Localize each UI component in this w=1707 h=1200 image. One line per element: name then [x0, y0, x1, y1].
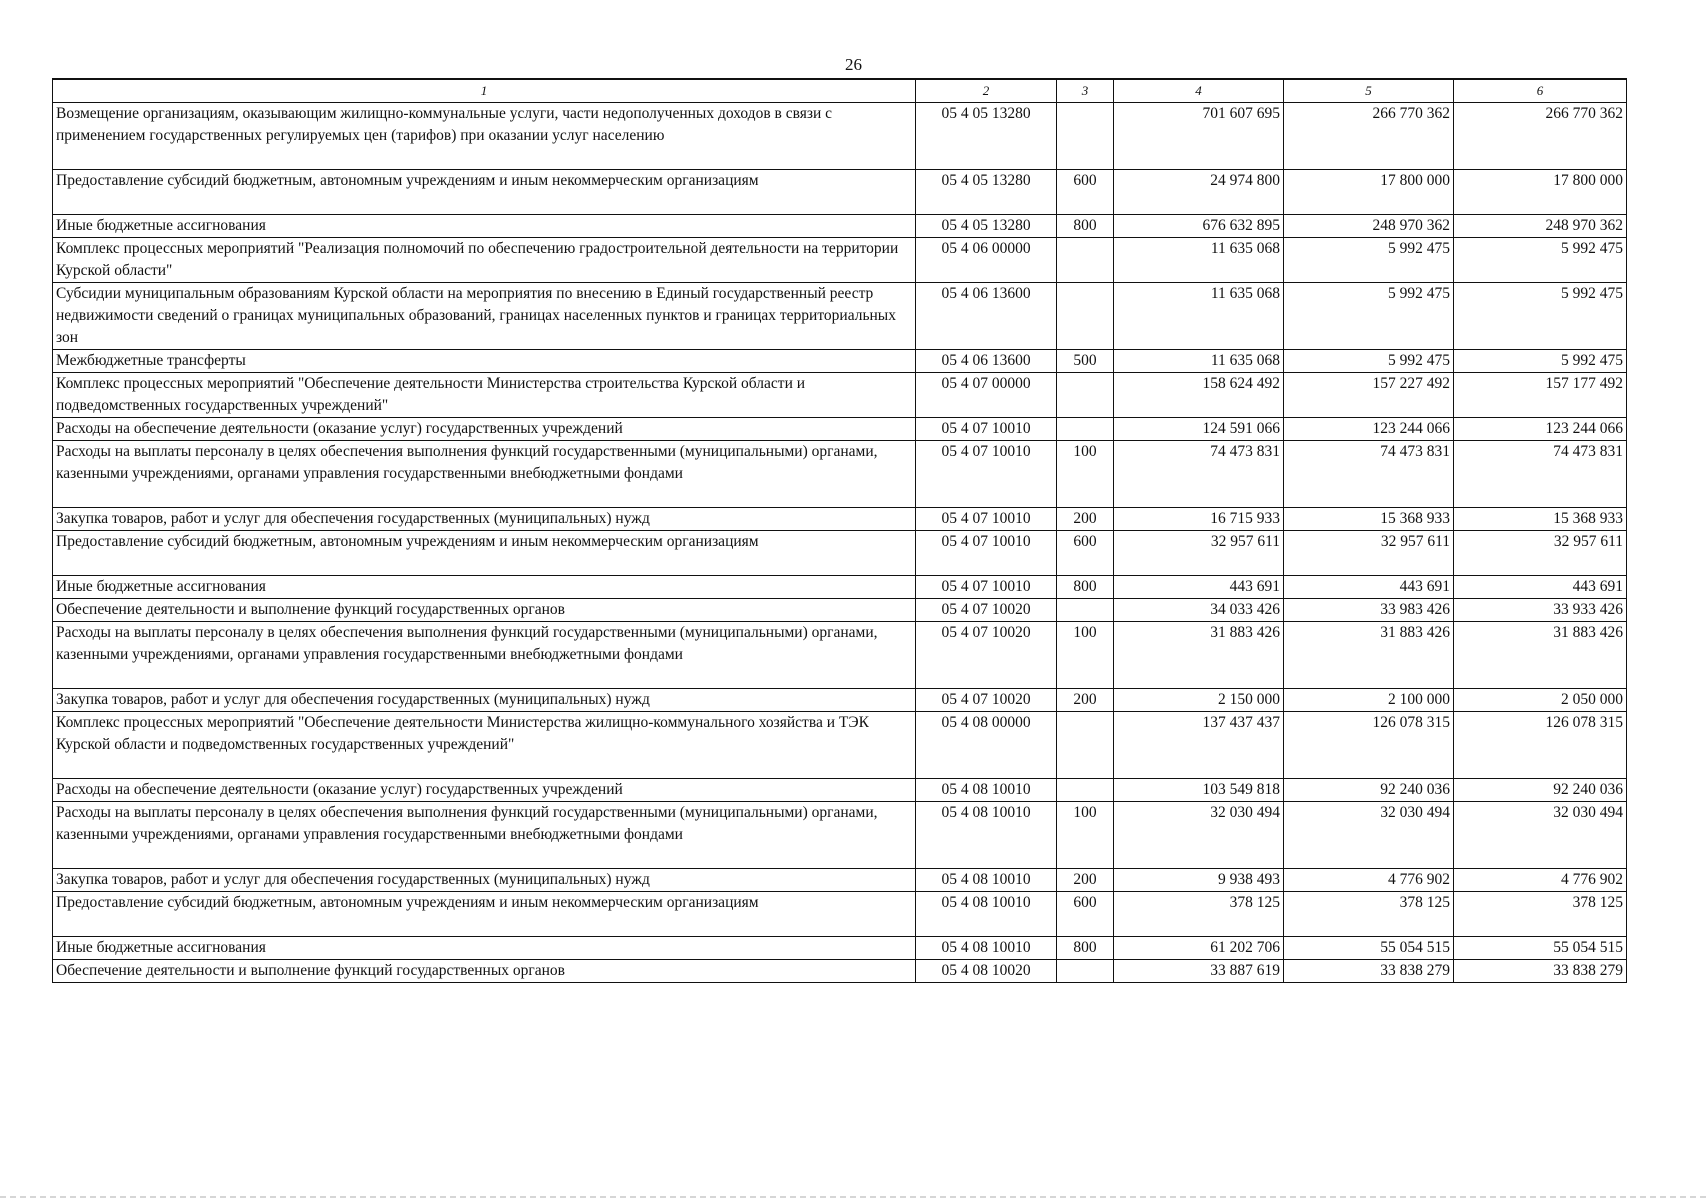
scan-edge: [0, 1196, 1707, 1198]
row-expense-type: 800: [1057, 215, 1114, 238]
table-row: [53, 215, 1627, 238]
row-amount-2: 33 983 426: [1284, 599, 1454, 622]
row-amount-3: 32 957 611: [1454, 531, 1627, 576]
row-amount-3: 55 054 515: [1454, 937, 1627, 960]
row-amount-1: 24 974 800: [1114, 170, 1284, 215]
row-code: 05 4 07 10020: [916, 599, 1057, 622]
page-number: 26: [845, 55, 862, 74]
row-expense-type: [1057, 779, 1114, 802]
row-name: Закупка товаров, работ и услуг для обеспечения государственных (муниципальных) нужд: [53, 869, 916, 892]
row-name: Расходы на обеспечение деятельности (оказание услуг) государственных учреждений: [53, 418, 916, 441]
row-amount-3: 266 770 362: [1454, 103, 1627, 170]
row-amount-3: 92 240 036: [1454, 779, 1627, 802]
table-row: [53, 441, 1627, 508]
row-amount-2: 5 992 475: [1284, 283, 1454, 350]
row-amount-2: 2 100 000: [1284, 689, 1454, 712]
row-amount-2: 5 992 475: [1284, 238, 1454, 283]
row-amount-1: 32 957 611: [1114, 531, 1284, 576]
row-amount-2: 126 078 315: [1284, 712, 1454, 779]
row-name: Иные бюджетные ассигнования: [53, 215, 916, 238]
row-amount-3: 378 125: [1454, 892, 1627, 937]
row-name: Расходы на выплаты персоналу в целях обеспечения выполнения функций государственными (муниципальными) органами, казенными учреждениями, органами управления государственными внебюджетными фондами: [53, 802, 916, 869]
row-amount-1: 124 591 066: [1114, 418, 1284, 441]
table-row: [53, 689, 1627, 712]
table-row: [53, 373, 1627, 418]
row-amount-3: 5 992 475: [1454, 350, 1627, 373]
table-row: [53, 892, 1627, 937]
row-amount-1: 443 691: [1114, 576, 1284, 599]
table-row: [53, 802, 1627, 869]
row-amount-1: 34 033 426: [1114, 599, 1284, 622]
table-row: [53, 238, 1627, 283]
row-code: 05 4 08 10010: [916, 869, 1057, 892]
table-row: [53, 869, 1627, 892]
row-name: Обеспечение деятельности и выполнение функций государственных органов: [53, 960, 916, 983]
row-name: Субсидии муниципальным образованиям Курской области на мероприятия по внесению в Единый государственный реестр недвижимости сведений о границах муниципальных образований, границах населенных пунктов и границах территориальных зон: [53, 283, 916, 350]
row-amount-2: 15 368 933: [1284, 508, 1454, 531]
row-amount-3: 443 691: [1454, 576, 1627, 599]
row-amount-2: 17 800 000: [1284, 170, 1454, 215]
row-amount-3: 4 776 902: [1454, 869, 1627, 892]
table-body: [53, 103, 1627, 983]
row-name: Предоставление субсидий бюджетным, автономным учреждениям и иным некоммерческим организациям: [53, 892, 916, 937]
table-row: [53, 622, 1627, 689]
row-amount-3: 5 992 475: [1454, 238, 1627, 283]
row-expense-type: 500: [1057, 350, 1114, 373]
row-amount-1: 701 607 695: [1114, 103, 1284, 170]
row-amount-2: 33 838 279: [1284, 960, 1454, 983]
row-name: Расходы на выплаты персоналу в целях обеспечения выполнения функций государственными (муниципальными) органами, казенными учреждениями, органами управления государственными внебюджетными фондами: [53, 622, 916, 689]
row-amount-2: 157 227 492: [1284, 373, 1454, 418]
table-row: [53, 418, 1627, 441]
row-amount-3: 123 244 066: [1454, 418, 1627, 441]
row-code: 05 4 05 13280: [916, 170, 1057, 215]
header-row: [53, 79, 1627, 103]
column-header-amount-2: 5: [1284, 79, 1454, 103]
row-expense-type: [1057, 373, 1114, 418]
row-code: 05 4 08 00000: [916, 712, 1057, 779]
row-name: Межбюджетные трансферты: [53, 350, 916, 373]
row-expense-type: [1057, 599, 1114, 622]
row-expense-type: [1057, 960, 1114, 983]
table-row: [53, 531, 1627, 576]
row-name: Комплекс процессных мероприятий "Реализация полномочий по обеспечению градостроительной деятельности на территории Курской области": [53, 238, 916, 283]
row-name: Предоставление субсидий бюджетным, автономным учреждениям и иным некоммерческим организациям: [53, 170, 916, 215]
table-row: [53, 576, 1627, 599]
row-amount-3: 32 030 494: [1454, 802, 1627, 869]
row-amount-1: 74 473 831: [1114, 441, 1284, 508]
column-header-amount-1: 4: [1114, 79, 1284, 103]
row-expense-type: [1057, 418, 1114, 441]
row-amount-2: 31 883 426: [1284, 622, 1454, 689]
row-amount-3: 5 992 475: [1454, 283, 1627, 350]
row-amount-1: 137 437 437: [1114, 712, 1284, 779]
row-code: 05 4 07 10010: [916, 508, 1057, 531]
table-row: [53, 937, 1627, 960]
row-amount-2: 378 125: [1284, 892, 1454, 937]
row-code: 05 4 08 10010: [916, 779, 1057, 802]
row-amount-2: 248 970 362: [1284, 215, 1454, 238]
row-amount-1: 11 635 068: [1114, 283, 1284, 350]
row-amount-1: 61 202 706: [1114, 937, 1284, 960]
table-header: [53, 79, 1627, 103]
row-amount-2: 74 473 831: [1284, 441, 1454, 508]
row-expense-type: 200: [1057, 689, 1114, 712]
row-amount-3: 74 473 831: [1454, 441, 1627, 508]
row-name: Закупка товаров, работ и услуг для обеспечения государственных (муниципальных) нужд: [53, 508, 916, 531]
row-code: 05 4 07 00000: [916, 373, 1057, 418]
row-code: 05 4 05 13280: [916, 103, 1057, 170]
table-row: [53, 103, 1627, 170]
row-amount-1: 11 635 068: [1114, 238, 1284, 283]
table-row: [53, 960, 1627, 983]
column-header-expense-type: 3: [1057, 79, 1114, 103]
row-code: 05 4 08 10020: [916, 960, 1057, 983]
table-row: [53, 170, 1627, 215]
table-row: [53, 779, 1627, 802]
row-amount-1: 158 624 492: [1114, 373, 1284, 418]
row-expense-type: 200: [1057, 508, 1114, 531]
row-amount-1: 31 883 426: [1114, 622, 1284, 689]
row-amount-1: 33 887 619: [1114, 960, 1284, 983]
row-amount-1: 676 632 895: [1114, 215, 1284, 238]
row-name: Расходы на обеспечение деятельности (оказание услуг) государственных учреждений: [53, 779, 916, 802]
row-expense-type: 800: [1057, 937, 1114, 960]
row-amount-3: 33 838 279: [1454, 960, 1627, 983]
row-code: 05 4 08 10010: [916, 937, 1057, 960]
row-code: 05 4 07 10010: [916, 418, 1057, 441]
row-expense-type: 100: [1057, 622, 1114, 689]
row-code: 05 4 06 00000: [916, 238, 1057, 283]
row-expense-type: [1057, 283, 1114, 350]
row-amount-3: 33 933 426: [1454, 599, 1627, 622]
row-amount-1: 11 635 068: [1114, 350, 1284, 373]
row-name: Комплекс процессных мероприятий "Обеспечение деятельности Министерства строительства Курской области и подведомственных государственных учреждений": [53, 373, 916, 418]
column-header-code: 2: [916, 79, 1057, 103]
row-code: 05 4 07 10010: [916, 576, 1057, 599]
row-amount-1: 2 150 000: [1114, 689, 1284, 712]
row-amount-2: 443 691: [1284, 576, 1454, 599]
row-expense-type: 200: [1057, 869, 1114, 892]
row-name: Закупка товаров, работ и услуг для обеспечения государственных (муниципальных) нужд: [53, 689, 916, 712]
row-expense-type: [1057, 238, 1114, 283]
row-name: Обеспечение деятельности и выполнение функций государственных органов: [53, 599, 916, 622]
row-amount-1: 32 030 494: [1114, 802, 1284, 869]
table-row: [53, 712, 1627, 779]
row-amount-1: 103 549 818: [1114, 779, 1284, 802]
row-amount-1: 378 125: [1114, 892, 1284, 937]
row-expense-type: 100: [1057, 441, 1114, 508]
row-code: 05 4 07 10010: [916, 531, 1057, 576]
row-expense-type: 600: [1057, 892, 1114, 937]
row-expense-type: [1057, 712, 1114, 779]
row-amount-2: 55 054 515: [1284, 937, 1454, 960]
column-header-name: 1: [53, 79, 916, 103]
row-expense-type: [1057, 103, 1114, 170]
row-name: Иные бюджетные ассигнования: [53, 937, 916, 960]
row-code: 05 4 08 10010: [916, 892, 1057, 937]
row-amount-3: 31 883 426: [1454, 622, 1627, 689]
row-amount-1: 9 938 493: [1114, 869, 1284, 892]
row-name: Предоставление субсидий бюджетным, автономным учреждениям и иным некоммерческим организациям: [53, 531, 916, 576]
row-name: Расходы на выплаты персоналу в целях обеспечения выполнения функций государственными (муниципальными) органами, казенными учреждениями, органами управления государственными внебюджетными фондами: [53, 441, 916, 508]
row-expense-type: 600: [1057, 531, 1114, 576]
row-code: 05 4 06 13600: [916, 350, 1057, 373]
row-amount-2: 32 030 494: [1284, 802, 1454, 869]
row-amount-3: 248 970 362: [1454, 215, 1627, 238]
row-amount-2: 266 770 362: [1284, 103, 1454, 170]
row-code: 05 4 07 10020: [916, 689, 1057, 712]
row-amount-3: 2 050 000: [1454, 689, 1627, 712]
row-amount-3: 15 368 933: [1454, 508, 1627, 531]
row-amount-3: 157 177 492: [1454, 373, 1627, 418]
row-code: 05 4 07 10020: [916, 622, 1057, 689]
row-amount-1: 16 715 933: [1114, 508, 1284, 531]
row-code: 05 4 06 13600: [916, 283, 1057, 350]
row-amount-2: 92 240 036: [1284, 779, 1454, 802]
row-expense-type: 600: [1057, 170, 1114, 215]
table-row: [53, 508, 1627, 531]
table-row: [53, 599, 1627, 622]
row-name: Комплекс процессных мероприятий "Обеспечение деятельности Министерства жилищно-коммунального хозяйства и ТЭК Курской области и подведомственных государственных учреждений": [53, 712, 916, 779]
row-name: Иные бюджетные ассигнования: [53, 576, 916, 599]
table-row: [53, 283, 1627, 350]
row-amount-2: 123 244 066: [1284, 418, 1454, 441]
row-amount-3: 17 800 000: [1454, 170, 1627, 215]
row-code: 05 4 08 10010: [916, 802, 1057, 869]
budget-table: [52, 78, 1627, 983]
row-amount-3: 126 078 315: [1454, 712, 1627, 779]
row-code: 05 4 05 13280: [916, 215, 1057, 238]
row-code: 05 4 07 10010: [916, 441, 1057, 508]
row-name: Возмещение организациям, оказывающим жилищно-коммунальные услуги, части недополученных доходов в связи с применением государственных регулируемых цен (тарифов) при оказании услуг населению: [53, 103, 916, 170]
row-amount-2: 32 957 611: [1284, 531, 1454, 576]
column-header-amount-3: 6: [1454, 79, 1627, 103]
row-amount-2: 4 776 902: [1284, 869, 1454, 892]
table-row: [53, 350, 1627, 373]
row-amount-2: 5 992 475: [1284, 350, 1454, 373]
row-expense-type: 100: [1057, 802, 1114, 869]
row-expense-type: 800: [1057, 576, 1114, 599]
